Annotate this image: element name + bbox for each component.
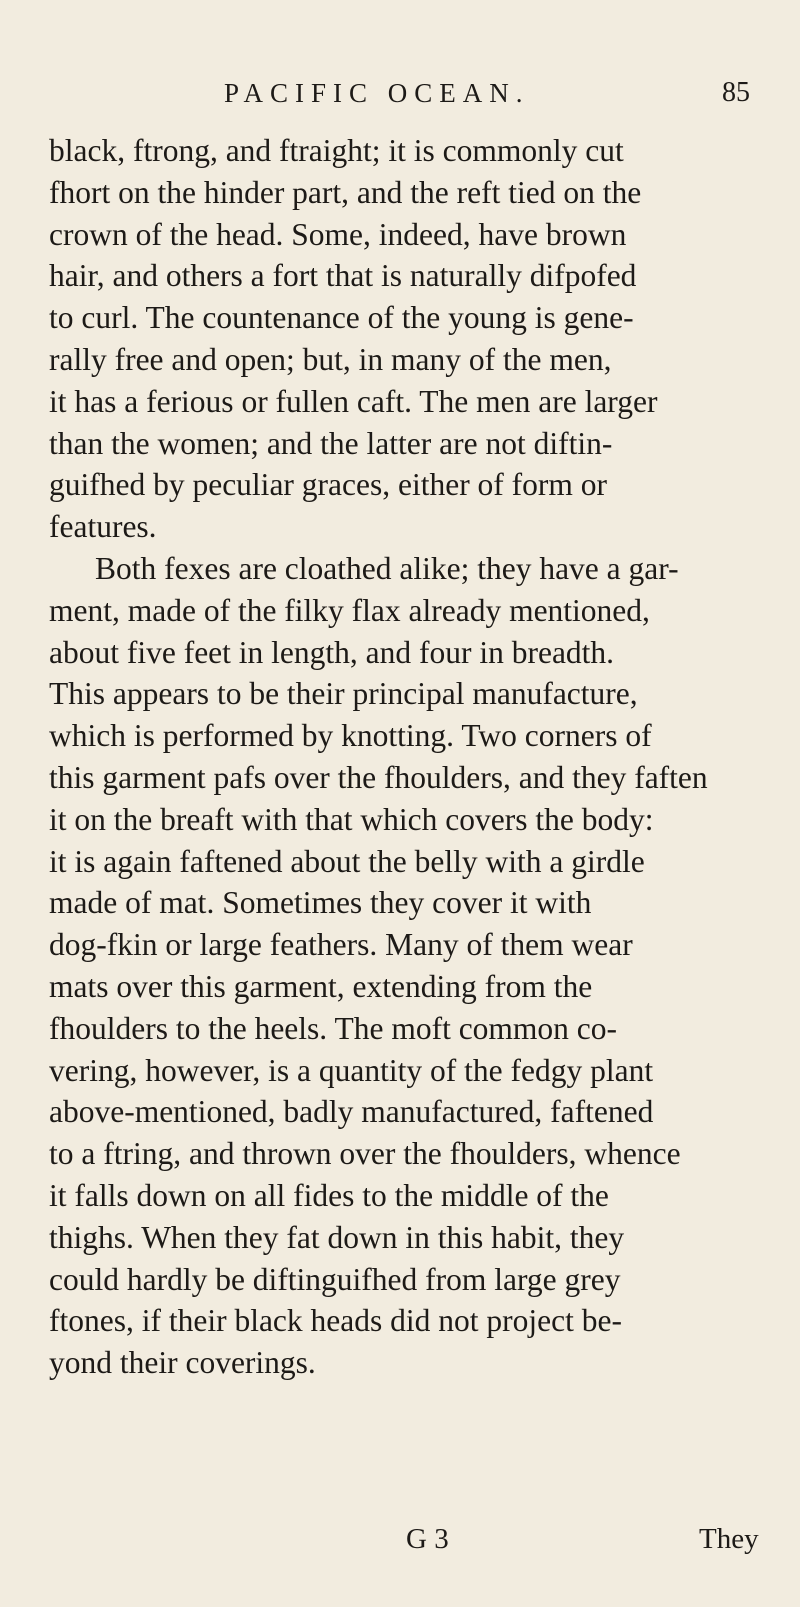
text-line: Both fexes are cloathed alike; they have a gar- [95,550,679,586]
text-line: to a ftring, and thrown over the fhoulders, whence [49,1136,681,1172]
text-line: thighs. When they fat down in this habit, they [49,1219,625,1255]
text-line: ment, made of the filky flax already mentioned, [49,592,650,628]
text-line: about five feet in length, and four in breadth. [49,634,615,670]
text-line: made of mat. Sometimes they cover it with [49,885,592,921]
text-line: fhort on the hinder part, and the reft tied on the [49,174,642,210]
text-line: mats over this garment, extending from the [49,968,593,1004]
paragraph-hair-and-countenance [49,130,770,548]
text-line: fhoulders to the heels. The moft common co- [49,1010,618,1046]
text-line: this garment pafs over the fhoulders, and they faften [49,759,708,795]
text-line: This appears to be their principal manufacture, [49,676,638,712]
text-line: to curl. The countenance of the young is gene- [49,300,634,336]
text-line: it falls down on all fides to the middle of the [49,1177,609,1213]
text-line: ftones, if their black heads did not project be- [49,1303,622,1339]
page-number: 85 [722,77,750,108]
running-head: PACIFIC OCEAN. [224,78,530,108]
text-line: dog-fkin or large feathers. Many of them wear [49,927,633,963]
body-text [49,130,770,1384]
text-line: it is again faftened about the belly with a girdle [49,843,645,879]
page-footer [0,1523,800,1563]
catchword: They [699,1523,759,1555]
text-line: yond their coverings. [49,1345,316,1381]
page-header [0,78,800,118]
text-line: above-mentioned, badly manufactured, faftened [49,1094,654,1130]
text-line: hair, and others a fort that is naturally difpofed [49,258,637,294]
text-line: vering, however, is a quantity of the fedgy plant [49,1052,654,1088]
text-line: rally free and open; but, in many of the men, [49,341,612,377]
signature-mark: G 3 [406,1523,449,1555]
text-line: it has a ferious or fullen caft. The men are larger [49,383,658,419]
text-line: which is performed by knotting. Two corners of [49,718,652,754]
text-line: crown of the head. Some, indeed, have brown [49,216,627,252]
paragraph-clothing [49,548,770,1384]
text-line: than the women; and the latter are not diftin- [49,425,613,461]
text-line: guifhed by peculiar graces, either of form or [49,467,608,503]
text-line: features. [49,509,157,545]
text-line: could hardly be diftinguifhed from large grey [49,1261,621,1297]
text-line: it on the breaft with that which covers the body: [49,801,654,837]
text-line: black, ftrong, and ftraight; it is commonly cut [49,133,624,168]
